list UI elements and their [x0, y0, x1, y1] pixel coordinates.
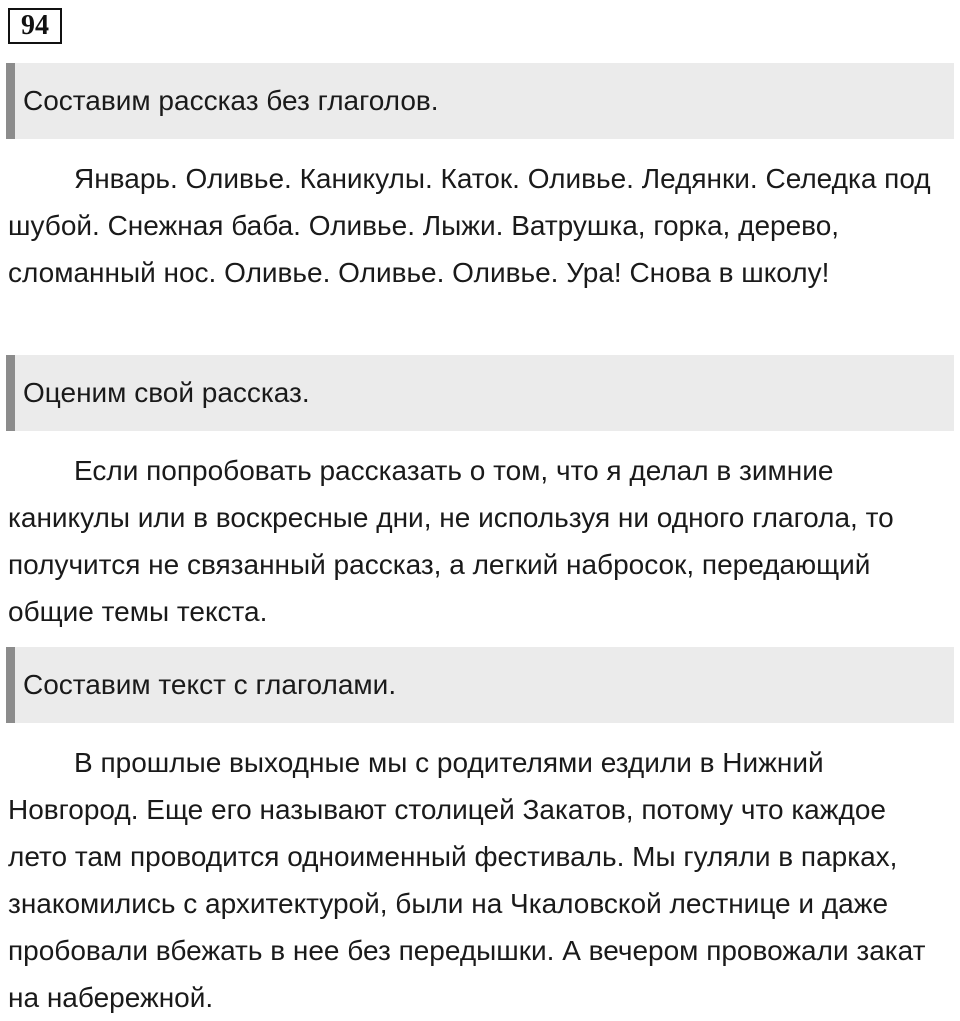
section-heading-2: Оценим свой рассказ.	[6, 355, 954, 431]
section-text-2: Если попробовать рассказать о том, что я делал в зимние каникулы или в воскресные дни, не используя ни одного глагола, то получится не связанный рассказ, а легкий набросок, передающий общие темы текста.	[8, 455, 894, 627]
section-text-1: Январь. Оливье. Каникулы. Каток. Оливье. Ледянки. Селедка под шубой. Снежная баба. Оливье. Лыжи. Ватрушка, горка, дерево, сломанный нос. Оливье. Оливье. Оливье. Ура! Снова в школу!	[8, 163, 931, 288]
task-number: 94	[8, 8, 62, 44]
section-text-3: В прошлые выходные мы с родителями ездили в Нижний Новгород. Еще его называют столицей Закатов, потому что каждое лето там проводится одноименный фестиваль. Мы гуляли в парках, знакомились с архитектурой, были на Чкаловской лестнице и даже пробовали вбежать в нее без передышки. А вечером провожали закат на набережной.	[8, 747, 926, 1013]
section-heading-1: Составим рассказ без глаголов.	[6, 63, 954, 139]
section-heading-3: Составим текст с глаголами.	[6, 647, 954, 723]
